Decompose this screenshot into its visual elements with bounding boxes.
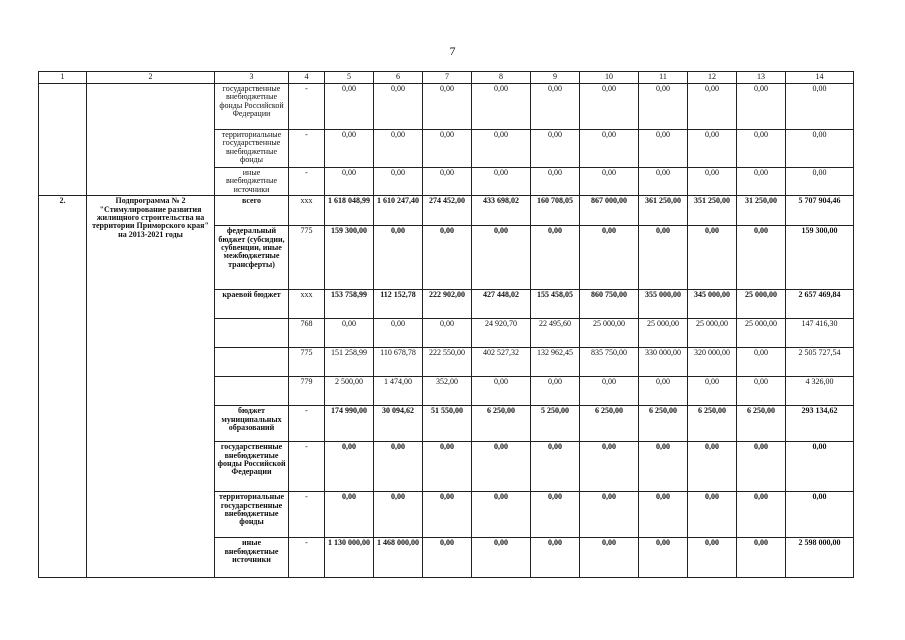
amount-cell: 330 000,00: [639, 348, 688, 377]
amount-cell: 0,00: [786, 442, 854, 492]
amount-cell: 0,00: [423, 319, 472, 348]
amount-cell: 2 657 469,84: [786, 290, 854, 319]
amount-cell: 0,00: [737, 538, 786, 578]
amount-cell: 0,00: [580, 492, 639, 538]
amount-cell: 160 708,05: [531, 196, 580, 226]
amount-cell: 0,00: [580, 168, 639, 196]
amount-cell: 0,00: [639, 84, 688, 130]
amount-cell: 0,00: [374, 226, 423, 290]
amount-cell: 0,00: [472, 168, 531, 196]
budget-code: -: [289, 492, 325, 538]
column-header: 10: [580, 72, 639, 84]
column-header: 3: [215, 72, 289, 84]
funding-source: иные внебюджетные источники: [215, 538, 289, 578]
table-row: [39, 84, 854, 130]
amount-cell: 25 000,00: [639, 319, 688, 348]
amount-cell: 0,00: [580, 442, 639, 492]
amount-cell: 6 250,00: [580, 406, 639, 442]
budget-code: 768: [289, 319, 325, 348]
amount-cell: 25 000,00: [688, 319, 737, 348]
amount-cell: 0,00: [639, 538, 688, 578]
amount-cell: 5 707 904,46: [786, 196, 854, 226]
amount-cell: 0,00: [423, 226, 472, 290]
amount-cell: 361 250,00: [639, 196, 688, 226]
amount-cell: 0,00: [639, 226, 688, 290]
amount-cell: 860 750,00: [580, 290, 639, 319]
amount-cell: 0,00: [325, 442, 374, 492]
funding-source: всего: [215, 196, 289, 226]
amount-cell: 0,00: [737, 492, 786, 538]
amount-cell: 0,00: [472, 377, 531, 406]
amount-cell: 0,00: [374, 130, 423, 168]
amount-cell: 5 250,00: [531, 406, 580, 442]
budget-code: 779: [289, 377, 325, 406]
budget-code: -: [289, 406, 325, 442]
amount-cell: 0,00: [688, 84, 737, 130]
amount-cell: 6 250,00: [639, 406, 688, 442]
amount-cell: 0,00: [374, 168, 423, 196]
amount-cell: 351 250,00: [688, 196, 737, 226]
amount-cell: 0,00: [472, 442, 531, 492]
amount-cell: 0,00: [580, 130, 639, 168]
amount-cell: 51 550,00: [423, 406, 472, 442]
amount-cell: 433 698,02: [472, 196, 531, 226]
amount-cell: 174 990,00: [325, 406, 374, 442]
amount-cell: 0,00: [531, 492, 580, 538]
amount-cell: 0,00: [472, 538, 531, 578]
amount-cell: 0,00: [472, 492, 531, 538]
amount-cell: 427 448,02: [472, 290, 531, 319]
amount-cell: 0,00: [639, 442, 688, 492]
funding-source: [215, 377, 289, 406]
amount-cell: 0,00: [688, 492, 737, 538]
amount-cell: 2 505 727,54: [786, 348, 854, 377]
amount-cell: 835 750,00: [580, 348, 639, 377]
amount-cell: 222 550,00: [423, 348, 472, 377]
amount-cell: 0,00: [786, 84, 854, 130]
funding-source: территориальные государственные внебюджетные фонды: [215, 492, 289, 538]
funding-source: краевой бюджет: [215, 290, 289, 319]
column-header: 1: [39, 72, 87, 84]
budget-code: -: [289, 84, 325, 130]
amount-cell: 2 598 000,00: [786, 538, 854, 578]
budget-code: -: [289, 168, 325, 196]
column-header: 6: [374, 72, 423, 84]
amount-cell: 25 000,00: [737, 290, 786, 319]
amount-cell: 0,00: [531, 442, 580, 492]
amount-cell: 0,00: [325, 84, 374, 130]
amount-cell: 0,00: [472, 84, 531, 130]
amount-cell: 0,00: [688, 168, 737, 196]
column-header: 7: [423, 72, 472, 84]
amount-cell: 0,00: [688, 130, 737, 168]
amount-cell: 0,00: [688, 442, 737, 492]
amount-cell: 293 134,62: [786, 406, 854, 442]
amount-cell: 0,00: [786, 130, 854, 168]
budget-code: ххх: [289, 196, 325, 226]
amount-cell: 0,00: [423, 168, 472, 196]
column-header: 5: [325, 72, 374, 84]
budget-code: -: [289, 442, 325, 492]
amount-cell: 30 094,62: [374, 406, 423, 442]
amount-cell: 0,00: [374, 442, 423, 492]
amount-cell: 25 000,00: [580, 319, 639, 348]
amount-cell: 222 902,00: [423, 290, 472, 319]
program-number: 2.: [39, 196, 87, 578]
amount-cell: 0,00: [737, 84, 786, 130]
amount-cell: 0,00: [737, 226, 786, 290]
amount-cell: 0,00: [639, 377, 688, 406]
amount-cell: 0,00: [786, 492, 854, 538]
amount-cell: 31 250,00: [737, 196, 786, 226]
funding-source: [215, 348, 289, 377]
funding-source: бюджет муниципальных образований: [215, 406, 289, 442]
amount-cell: 0,00: [472, 130, 531, 168]
amount-cell: 355 000,00: [639, 290, 688, 319]
amount-cell: 0,00: [423, 130, 472, 168]
column-header: 11: [639, 72, 688, 84]
amount-cell: 345 000,00: [688, 290, 737, 319]
amount-cell: 0,00: [531, 130, 580, 168]
column-header: 12: [688, 72, 737, 84]
amount-cell: 0,00: [325, 168, 374, 196]
amount-cell: 159 300,00: [325, 226, 374, 290]
amount-cell: 274 452,00: [423, 196, 472, 226]
amount-cell: 0,00: [737, 168, 786, 196]
amount-cell: 1 474,00: [374, 377, 423, 406]
amount-cell: 0,00: [737, 348, 786, 377]
amount-cell: 0,00: [423, 538, 472, 578]
amount-cell: 0,00: [580, 84, 639, 130]
amount-cell: 0,00: [374, 319, 423, 348]
amount-cell: 0,00: [786, 168, 854, 196]
funding-source: федеральный бюджет (субсидии, субвенции, иные межбюджетные трансферты): [215, 226, 289, 290]
program-title: Подпрограмма № 2 "Стимулирование развития жилищного строительства на территории Приморского края" на 2013-2021 годы: [87, 196, 215, 578]
amount-cell: 0,00: [639, 492, 688, 538]
row-number-cell: [39, 84, 87, 196]
column-header: 9: [531, 72, 580, 84]
amount-cell: 0,00: [688, 538, 737, 578]
amount-cell: 0,00: [688, 226, 737, 290]
amount-cell: 0,00: [737, 442, 786, 492]
budget-code: 775: [289, 348, 325, 377]
amount-cell: 0,00: [531, 168, 580, 196]
amount-cell: 0,00: [737, 130, 786, 168]
amount-cell: 6 250,00: [472, 406, 531, 442]
table-row: [39, 196, 854, 226]
amount-cell: 6 250,00: [688, 406, 737, 442]
amount-cell: 0,00: [374, 492, 423, 538]
amount-cell: 352,00: [423, 377, 472, 406]
amount-cell: 0,00: [580, 377, 639, 406]
amount-cell: 0,00: [737, 377, 786, 406]
budget-code: -: [289, 538, 325, 578]
amount-cell: 0,00: [325, 492, 374, 538]
amount-cell: 0,00: [325, 319, 374, 348]
budget-code: ххх: [289, 290, 325, 319]
amount-cell: 153 758,99: [325, 290, 374, 319]
amount-cell: 0,00: [531, 84, 580, 130]
amount-cell: 0,00: [325, 130, 374, 168]
amount-cell: 6 250,00: [737, 406, 786, 442]
amount-cell: 0,00: [580, 538, 639, 578]
amount-cell: 1 610 247,40: [374, 196, 423, 226]
amount-cell: 1 130 000,00: [325, 538, 374, 578]
amount-cell: 0,00: [423, 442, 472, 492]
column-header-row: [39, 72, 854, 84]
amount-cell: 24 920,70: [472, 319, 531, 348]
amount-cell: 4 326,00: [786, 377, 854, 406]
amount-cell: 867 000,00: [580, 196, 639, 226]
amount-cell: 0,00: [531, 538, 580, 578]
budget-code: 775: [289, 226, 325, 290]
amount-cell: 1 468 000,00: [374, 538, 423, 578]
amount-cell: 151 258,99: [325, 348, 374, 377]
amount-cell: 402 527,32: [472, 348, 531, 377]
funding-source: территориальные государственные внебюджетные фонды: [215, 130, 289, 168]
amount-cell: 320 000,00: [688, 348, 737, 377]
column-header: 8: [472, 72, 531, 84]
amount-cell: 0,00: [639, 130, 688, 168]
funding-source: [215, 319, 289, 348]
amount-cell: 0,00: [423, 84, 472, 130]
amount-cell: 0,00: [580, 226, 639, 290]
column-header: 2: [87, 72, 215, 84]
amount-cell: 155 458,05: [531, 290, 580, 319]
amount-cell: 22 495,60: [531, 319, 580, 348]
amount-cell: 132 962,45: [531, 348, 580, 377]
amount-cell: 25 000,00: [737, 319, 786, 348]
amount-cell: 159 300,00: [786, 226, 854, 290]
column-header: 4: [289, 72, 325, 84]
amount-cell: 0,00: [472, 226, 531, 290]
amount-cell: 2 500,00: [325, 377, 374, 406]
funding-source: иные внебюджетные источники: [215, 168, 289, 196]
amount-cell: 0,00: [531, 377, 580, 406]
amount-cell: 0,00: [374, 84, 423, 130]
amount-cell: 110 678,78: [374, 348, 423, 377]
amount-cell: 0,00: [423, 492, 472, 538]
amount-cell: 1 618 048,99: [325, 196, 374, 226]
amount-cell: 0,00: [688, 377, 737, 406]
funding-source: государственные внебюджетные фонды Российской Федерации: [215, 84, 289, 130]
column-header: 13: [737, 72, 786, 84]
amount-cell: 0,00: [531, 226, 580, 290]
amount-cell: 147 416,30: [786, 319, 854, 348]
column-header: 14: [786, 72, 854, 84]
amount-cell: 112 152,78: [374, 290, 423, 319]
page-number: 7: [449, 44, 456, 58]
budget-code: -: [289, 130, 325, 168]
funding-source: государственные внебюджетные фонды Российской Федерации: [215, 442, 289, 492]
amount-cell: 0,00: [639, 168, 688, 196]
budget-table: [38, 71, 854, 578]
program-name-cell: [87, 84, 215, 196]
